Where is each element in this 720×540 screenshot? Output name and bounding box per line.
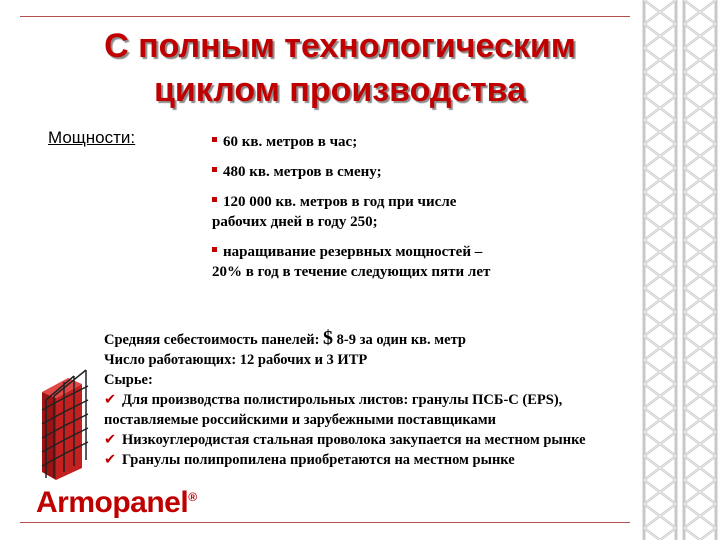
capacity-label: Мощности:	[48, 128, 136, 147]
title-line-2: циклом производства	[153, 71, 526, 109]
checkmark-icon: ✔	[104, 392, 117, 408]
panel-illustration-icon	[36, 360, 98, 480]
list-item: наращивание резервных мощностей – 20% в год в течение следующих пяти лет	[212, 244, 491, 280]
info-block	[104, 328, 704, 470]
list-item: 120 000 кв. метров в год при числе рабочих дней в году 250;	[212, 194, 457, 230]
workers-line: Число работающих: 12 рабочих и 3 ИТР	[104, 352, 368, 368]
bullet-square-icon	[212, 137, 217, 142]
wire-mesh-decoration-icon	[640, 0, 720, 540]
raw-materials-label: Сырье:	[104, 372, 153, 388]
cost-line: Средняя себестоимость панелей: $ 8-9 за один кв. метр	[104, 327, 466, 349]
list-item: 480 кв. метров в смену;	[212, 162, 572, 182]
armopanel-logo: Armopanel®	[36, 486, 197, 519]
list-item: 60 кв. метров в час;	[212, 132, 572, 152]
slide-title	[70, 24, 610, 112]
checkmark-icon: ✔	[104, 452, 117, 468]
title-line-1: С полным технологическим	[104, 27, 576, 65]
bullet-square-icon	[212, 167, 217, 172]
checkmark-icon: ✔	[104, 432, 117, 448]
list-item: ✔ Гранулы полипропилена приобретаются на местном рынке	[104, 452, 515, 468]
bottom-divider	[20, 522, 630, 523]
list-item: ✔ Низкоуглеродистая стальная проволока закупается на местном рынке	[104, 432, 586, 448]
top-divider	[20, 16, 630, 17]
bullet-square-icon	[212, 247, 217, 252]
dollar-symbol: $	[323, 327, 334, 349]
list-item: ✔ Для производства полистирольных листов: гранулы ПСБ-С (EPS), поставляемые российскими и зарубежными поставщиками	[104, 392, 563, 428]
capacity-list	[212, 132, 572, 292]
bullet-square-icon	[212, 197, 217, 202]
